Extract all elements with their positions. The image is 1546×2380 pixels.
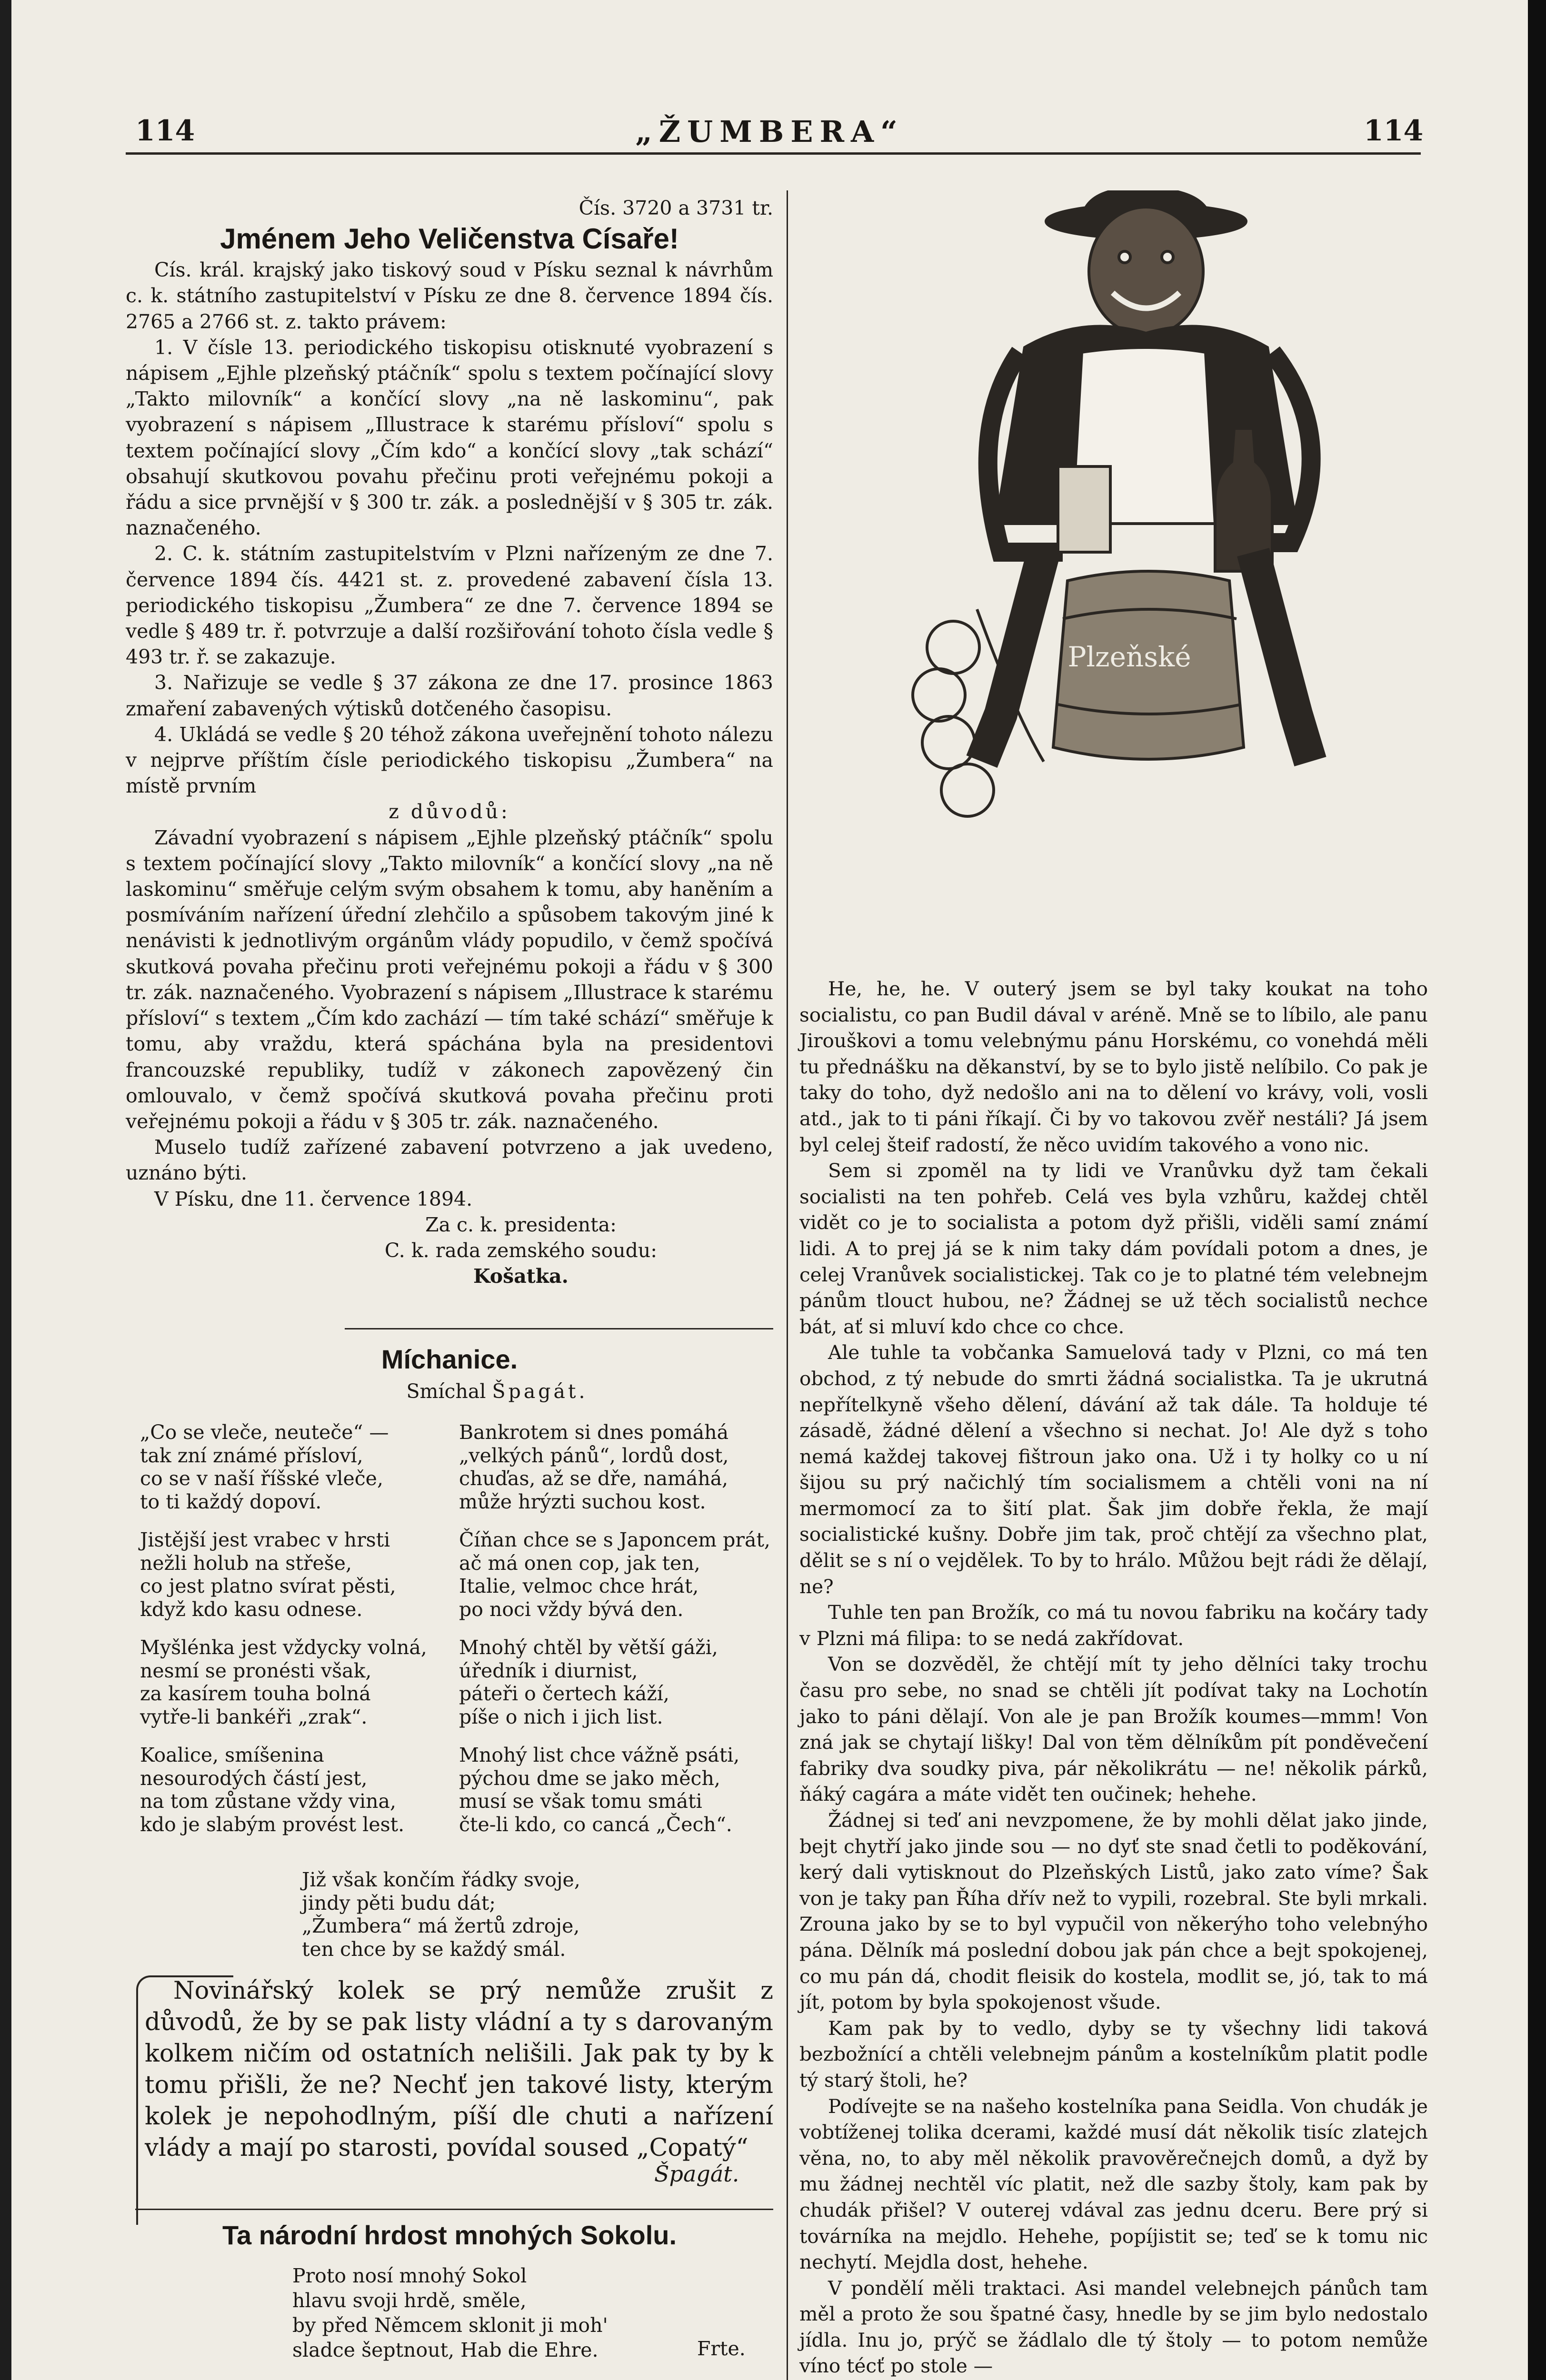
face bbox=[1089, 207, 1203, 336]
court-para: Cís. král. krajský jako tiskový soud v Písku seznal k návrhům c. k. státního zastupitelství v Písku ze dne 8. července 1894 čís. 2765 a 2766 st. z. takto právem: bbox=[126, 258, 773, 333]
left-leg bbox=[982, 552, 1044, 762]
court-para: 2. C. k. státním zastupitelstvím v Plzni nařízeným ze dne 7. července 1894 čís. 4421 st. z. provedené zabavení čísla 13. periodického tiskopisu „Žumbera“ ze dne 7. července 1894 se vedle § 489 tr. ř. potvrzuje a další rozšiřování tohoto čísla vedle § 493 tr. ř. se zakazuje. bbox=[126, 542, 773, 669]
poem-line: Mnohý chtěl by větší gáži, bbox=[459, 1636, 718, 1659]
court-para: 1. V čísle 13. periodického tiskopisu otisknuté vyobrazení s nápisem „Ejhle plzeňský ptáčník“ spolu s textem počínající slovy „Takto milovník“ a končící slovy „na ně laskominu“, pak vyobrazení s nápisem „Illustrace k starému přísloví“ spolu s textem počínající slovy „Čím kdo“ a končící slovy „tak schází“ obsahují skutkovou povahu přečinu proti veřejnému pokoji a řádu a sice prvnější v § 300 tr. zák. a poslednější v § 305 tr. zák. naznačeného. bbox=[126, 336, 773, 540]
signature-name: Košatka. bbox=[473, 1265, 569, 1288]
right-eye bbox=[1162, 251, 1173, 263]
poem-line: čte-li kdo, co cancá „Čech“. bbox=[459, 1813, 732, 1836]
poem-line: co se v naší říšské vleče, bbox=[140, 1467, 383, 1490]
poem-line: Jistější jest vrabec v hrsti bbox=[140, 1528, 390, 1551]
barrel-label: Plzeňské bbox=[1067, 641, 1191, 673]
poem-line: ač má onen cop, jak ten, bbox=[459, 1551, 700, 1575]
poem-line: „Co se vleče, neuteče“ — bbox=[140, 1421, 389, 1444]
signature-line: C. k. rada zemského soudu: bbox=[384, 1239, 658, 1262]
poem-line: nežli holub na střeše, bbox=[140, 1551, 352, 1575]
poem-line: na tom zůstane vždy vina, bbox=[140, 1790, 396, 1813]
page-number-left: 114 bbox=[135, 114, 195, 148]
poem-stanza bbox=[140, 1636, 454, 1728]
poem-line: co jest platno svírat pěsti, bbox=[140, 1575, 396, 1597]
kolek-text: Novinářský kolek se prý nemůže zrušit z důvodů, že by se pak listy vládní a ty s darovaným kolkem ničím od ostatních nelišili. Jak pak ty by k tomu přišli, že ne? Nechť jen takové listy, kterým kolek je nepohodlným, píší dle chuti a nařízení vlády a mají po starosti, povídal soused „Copatý“ bbox=[145, 1977, 773, 2162]
poem-line: Bankrotem si dnes pomáhá bbox=[459, 1421, 729, 1444]
poem-column-1 bbox=[140, 1421, 454, 1851]
poem-line: „velkých pánů“, lordů dost, bbox=[459, 1444, 729, 1467]
section-rule bbox=[345, 1328, 773, 1329]
poem-line: nesourodých částí jest, bbox=[140, 1766, 368, 1790]
poem-line: „Žumbera“ má žertů zdroje, bbox=[302, 1914, 580, 1937]
sokol-title: Ta národní hrdost mnohých Sokolu. bbox=[222, 2220, 677, 2250]
poem-final-stanza bbox=[302, 1868, 635, 1961]
sokol-line: Proto nosí mnohý Sokol bbox=[292, 2264, 527, 2287]
kolek-paragraph bbox=[145, 1975, 773, 2164]
poem-line: Myšlénka jest vždycky volná, bbox=[140, 1636, 427, 1659]
sokol-line: hlavu svoji hrdě, směle, bbox=[292, 2289, 527, 2312]
poem-line: za kasírem touha bolná bbox=[140, 1682, 371, 1705]
poem-stanza bbox=[140, 1528, 454, 1621]
column-para: Tuhle ten pan Brožík, co má tu novou fabriku na kočáry tady v Plzni má filipa: to se nedá zakřídovat. bbox=[799, 1601, 1428, 1650]
poem-line: píše o nich i jich list. bbox=[459, 1705, 663, 1728]
masthead-title: „ŽUMBERA“ bbox=[635, 114, 904, 149]
poem-line: páteři o čertech káží, bbox=[459, 1682, 669, 1705]
reasons-para: Muselo tudíž zařízené zabavení potvrzeno a jak uvedeno, uznáno býti. bbox=[126, 1136, 773, 1185]
poem-stanza bbox=[459, 1744, 773, 1836]
column-para: V pondělí měli traktaci. Asi mandel velebnejch pánůch tam měl a proto že sou špatné časy, hnedle by se jim bylo nedostalo jídla. Inu jo, prýč se žádlalo dle tý štoly — to potom nemůže víno técť po stole — bbox=[799, 2276, 1428, 2378]
signature-line: Za c. k. presidenta: bbox=[425, 1213, 617, 1236]
sokol-line: by před Němcem sklonit ji moh' bbox=[292, 2314, 608, 2337]
poem-line: může hrýzti suchou kost. bbox=[459, 1490, 706, 1513]
poem-line: vytře-li bankéři „zrak“. bbox=[140, 1705, 368, 1728]
poem-line: pýchou dme se jako měch, bbox=[459, 1766, 720, 1790]
column-para: Ale tuhle ta vobčanka Samuelová tady v Plzni, co má ten obchod, z tý nebude do smrti žádná socialistka. Ta je ukrutná nepřítelkyně všeho dělení, dávání až tak dále. Ta holduje té zásadě, žádné dělení a všechno si nechat. Jo! Ale dyž s toho nemá každej takovej fištroun jako ona. Už i ty holky co u ní šijou su prý načichlý tím socialismem a chtěli voni na ní mermomocí za to šití plat. Šak jim dobře řekla, že mají socialistické kušny. Dobře jim tak, proč chtějí za všechno plat, dělit se s ní o vejdělek. To by to hrálo. Můžou bejt rádi že dělají, ne? bbox=[799, 1341, 1428, 1598]
left-eye bbox=[1119, 251, 1130, 263]
sokol-line: sladce šeptnout, Hab die Ehre. bbox=[292, 2339, 598, 2361]
kolek-signature: Špagát. bbox=[654, 2161, 739, 2187]
poem-line: kdo je slabým provést lest. bbox=[140, 1813, 405, 1836]
beer-glass bbox=[1058, 466, 1110, 552]
court-heading: Jménem Jeho Veličenstva Císaře! bbox=[220, 223, 679, 255]
poem-author-prefix: Smíchal bbox=[406, 1380, 486, 1403]
poem-line: Mnohý list chce vážně psáti, bbox=[459, 1744, 740, 1766]
column-divider bbox=[787, 190, 788, 2380]
poem-line: když kdo kasu odnese. bbox=[140, 1597, 363, 1621]
poem-stanza bbox=[459, 1421, 773, 1513]
scan-edge bbox=[1528, 0, 1546, 2380]
poem-line: Číňan chce se s Japoncem prát, bbox=[459, 1528, 770, 1551]
poem-line: musí se však tomu smáti bbox=[459, 1790, 702, 1813]
poem-stanza bbox=[459, 1528, 773, 1621]
sokol-signature: Frte. bbox=[697, 2337, 746, 2360]
poem-line: nesmí se pronésti však, bbox=[140, 1659, 372, 1682]
poem-column-2 bbox=[459, 1421, 773, 1851]
column-para: He, he, he. V outerý jsem se byl taky koukat na toho socialistu, co pan Budil dával v aréně. Mně se to líbilo, ale panu Jirouškovi a tomu velebnýmu pánu Horskému, co vonehdá měli tu přednášku na děkanství, by se to bylo jistě nelíbilo. Co pak je taky do toho, dyž nedošlo ani na to dělení vo krávy, voli, vosli atd., jak to ti páni říkají. Či by vo takovou zvěř nestáli? Já jsem byl celej šteif radostí, že něco uvidím takového a vono nic. bbox=[799, 977, 1428, 1156]
column-para: Kam pak by to vedlo, dyby se ty všechny lidi taková bezbožnící a chtěli velebnejm pánům a kostelníkům platit podle tý starý štoli, he? bbox=[799, 2016, 1428, 2092]
poem-line: po noci vždy bývá den. bbox=[459, 1597, 684, 1621]
column-para: Sem si zpoměl na ty lidi ve Vranůvku dyž tam čekali socialisti na ten pohřeb. Celá ves byla vzhůru, každej chtěl vidět co je to socialista a potom dyž přišli, viděli samí známí lidi. A to prej já se k nim taky dám povídali potom a dnes, je celej Vranůvek socialistickej. Tak co je to platné tém velebnejm pánům tlouct hubou, ne? Žádnej se už těch socialistů nechce bát, ať si mluví kdo chce co chce. bbox=[799, 1159, 1428, 1338]
case-ref: Čís. 3720 a 3731 tr. bbox=[579, 197, 773, 219]
section-rule bbox=[135, 2209, 773, 2210]
column-para: Podívejte se na našeho kostelníka pana Seidla. Von chudák je vobtíženej tolika dcerami, každé musí dát několik tisíc zlatejch věna, no, to aby měl několik pravověrečnejch domů, a dyž by mu žádnej nechtěl víc platit, než dle sazby štoly, kam pak by chudák přišel? V outerej vdával zas jednu dceru. Bere prý si továrníka na mejdlo. Hehehe, popíjistit se; teď se k tomu nic nechytí. Mejdla dost, hehehe. bbox=[799, 2094, 1428, 2274]
column-para: Žádnej si teď ani nevzpomene, že by mohli dělat jako jinde, bejt chytří jako jinde sou — no dyť ste snad četli to poděkování, kerý dali vytisknout do Plzeňských Listů, jako zato víme? Šak von je taky pan Říha dřív než to vypili, rozebral. Ste byli mrkali. Zrouna jako by se to byl vypučil von někerýho toho velebnýho pána. Dělník má poslední dobou jak pán chce a bejt spokojenej, co mu pán dá, chodit fleisik do kostela, modlit se, jó, tak to má jít, potom by byla spokojenost všude. bbox=[799, 1809, 1428, 2014]
right-leg bbox=[1253, 552, 1310, 762]
court-para: 4. Ukládá se vedle § 20 téhož zákona uveřejnění tohoto nálezu v nejprve příštím čísle periodického tiskopisu „Žumbera“ na místě prvním bbox=[126, 723, 773, 798]
poem-stanza bbox=[140, 1744, 454, 1836]
court-para: 3. Nařizuje se vedle § 37 zákona ze dne 17. prosince 1863 zmaření zabavených výtisků dotčeného časopisu. bbox=[126, 671, 773, 720]
poem-author bbox=[126, 1379, 773, 1403]
poem-line: to ti každý dopoví. bbox=[140, 1490, 322, 1513]
poem-line: chuďas, až se dře, namáhá, bbox=[459, 1467, 728, 1490]
court-decision bbox=[126, 195, 773, 1289]
header-rule bbox=[126, 152, 1421, 155]
page-header bbox=[11, 114, 1528, 157]
poem-stanza bbox=[459, 1636, 773, 1728]
poem-stanza bbox=[140, 1421, 454, 1513]
poem-line: Koalice, smíšenina bbox=[140, 1744, 324, 1766]
poem-line: úředník i diurnist, bbox=[459, 1659, 638, 1682]
poem-line: tak zní známé přísloví, bbox=[140, 1444, 363, 1467]
reasons-title: z důvodů: bbox=[389, 800, 510, 823]
poem-line: ten chce by se každý smál. bbox=[302, 1937, 566, 1961]
newspaper-page bbox=[11, 0, 1528, 2380]
date-line: V Písku, dne 11. července 1894. bbox=[154, 1187, 473, 1210]
poem-line: Italie, velmoc chce hrát, bbox=[459, 1575, 699, 1597]
poem-author-name: Špagát. bbox=[492, 1380, 588, 1403]
column-para: Von se dozvěděl, že chtějí mít ty jeho dělníci taky trochu času pro sebe, no snad se chtěli jít podívat taky na Lochotín jako to páni dělají. Von ale je pan Brožík koumes—mmm! Von zná jak se chytají lišky! Dal von těm dělníkům pít ponděvečení fabriky dva soudky piva, pár několikrátu — ne! několik párků, ňáký cagára a máte vidět ten oučinek; hehehe. bbox=[799, 1653, 1428, 1806]
dialect-column bbox=[799, 976, 1428, 2379]
poem-line: jindy pěti budu dát; bbox=[302, 1891, 496, 1914]
poem-line: Již však končím řádky svoje, bbox=[302, 1868, 580, 1891]
beer-man-illustration bbox=[796, 190, 1510, 947]
page-number-right: 114 bbox=[1364, 114, 1424, 148]
reasons-para: Závadní vyobrazení s nápisem „Ejhle plzeňský ptáčník“ spolu s textem počínající slovy „Takto milovník“ a končící slovy „na ně laskominu“ směřuje celým svým obsahem k tomu, aby haněním a posmíváním nařízení úřední zlehčilo a spůsobem takovým jiné k nenávisti k jednotlivým orgánům vlády popudilo, v čemž spočívá skutková povaha přečinu proti veřejnému pokoji a řádu v § 300 tr. zák. naznačeného. Vyobrazení s nápisem „Illustrace k starému přísloví“ s textem „Čím kdo zachází — tím také schází“ směřuje k tomu, aby vraždu, která spáchána byla na presidentovi francouzské republiky, tudíž v zákonech zapovězený čin omlouvalo, v čemž spočívá skutková povaha přečinu proti veřejnému pokoji a řádu v § 305 tr. zák. naznačeného. bbox=[126, 826, 773, 1133]
poem-title: Míchanice. bbox=[381, 1344, 518, 1374]
